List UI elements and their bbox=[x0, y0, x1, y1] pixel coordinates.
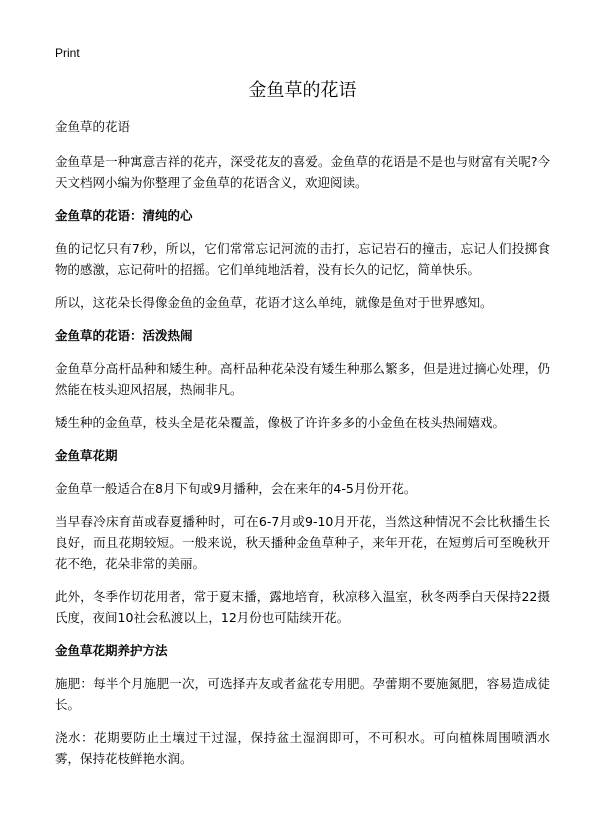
section-heading-pure-heart: 金鱼草的花语：清纯的心 bbox=[55, 208, 193, 223]
section-heading-lively: 金鱼草的花语：活泼热闹 bbox=[55, 328, 193, 343]
document-title: 金鱼草的花语 bbox=[248, 80, 357, 101]
paragraph: 鱼的记忆只有7秒，所以，它们常常忘记河流的击打，忘记岩石的撞击，忘记人们投掷食物的感激，忘记荷叶的招摇。它们单纯地活着，没有长久的记忆，简单快乐。 bbox=[55, 241, 550, 277]
paragraph: 金鱼草一般适合在8月下旬或9月播种，会在来年的4-5月份开花。 bbox=[55, 481, 417, 496]
print-link[interactable]: Print bbox=[55, 46, 80, 60]
section-heading-flowering-period: 金鱼草花期 bbox=[55, 448, 118, 463]
paragraph: 矮生种的金鱼草，枝头全是花朵覆盖，像极了许许多多的小金鱼在枝头热闹嬉戏。 bbox=[55, 415, 506, 430]
document-subtitle: 金鱼草的花语 bbox=[55, 119, 131, 134]
intro-paragraph: 金鱼草是一种寓意吉祥的花卉，深受花友的喜爱。金鱼草的花语是不是也与财富有关呢?今天文档网小编为你整理了金鱼草的花语含义，欢迎阅读。 bbox=[55, 154, 550, 190]
paragraph: 施肥：每半个月施肥一次，可选择卉友或者盆花专用肥。孕蕾期不要施氮肥，容易造成徒长。 bbox=[55, 676, 550, 712]
document-body bbox=[55, 78, 550, 781]
paragraph: 当早春冷床育苗或春夏播种时，可在6-7月或9-10月开花，当然这种情况不会比秋播生长良好，而且花期较短。一般来说，秋天播种金鱼草种子，来年开花，在短剪后可至晚秋开花不绝，花朵非常的美丽。 bbox=[55, 514, 550, 571]
paragraph: 此外，冬季作切花用者，常于夏末播，露地培育，秋凉移入温室，秋冬两季白天保持22摄氏度，夜间10社会私渡以上，12月份也可陆续开花。 bbox=[55, 589, 550, 625]
paragraph: 金鱼草分高杆品种和矮生种。高杆品种花朵没有矮生种那么繁多，但是进过摘心处理，仍然能在枝头迎风招展，热闹非凡。 bbox=[55, 361, 550, 397]
section-heading-care-methods: 金鱼草花期养护方法 bbox=[55, 643, 168, 658]
paragraph: 浇水：花期要防止土壤过干过湿，保持盆土湿润即可，不可积水。可向植株周围喷洒水雾，保持花枝鲜艳水润。 bbox=[55, 730, 550, 766]
paragraph: 所以，这花朵长得像金鱼的金鱼草，花语才这么单纯，就像是鱼对于世界感知。 bbox=[55, 295, 493, 310]
